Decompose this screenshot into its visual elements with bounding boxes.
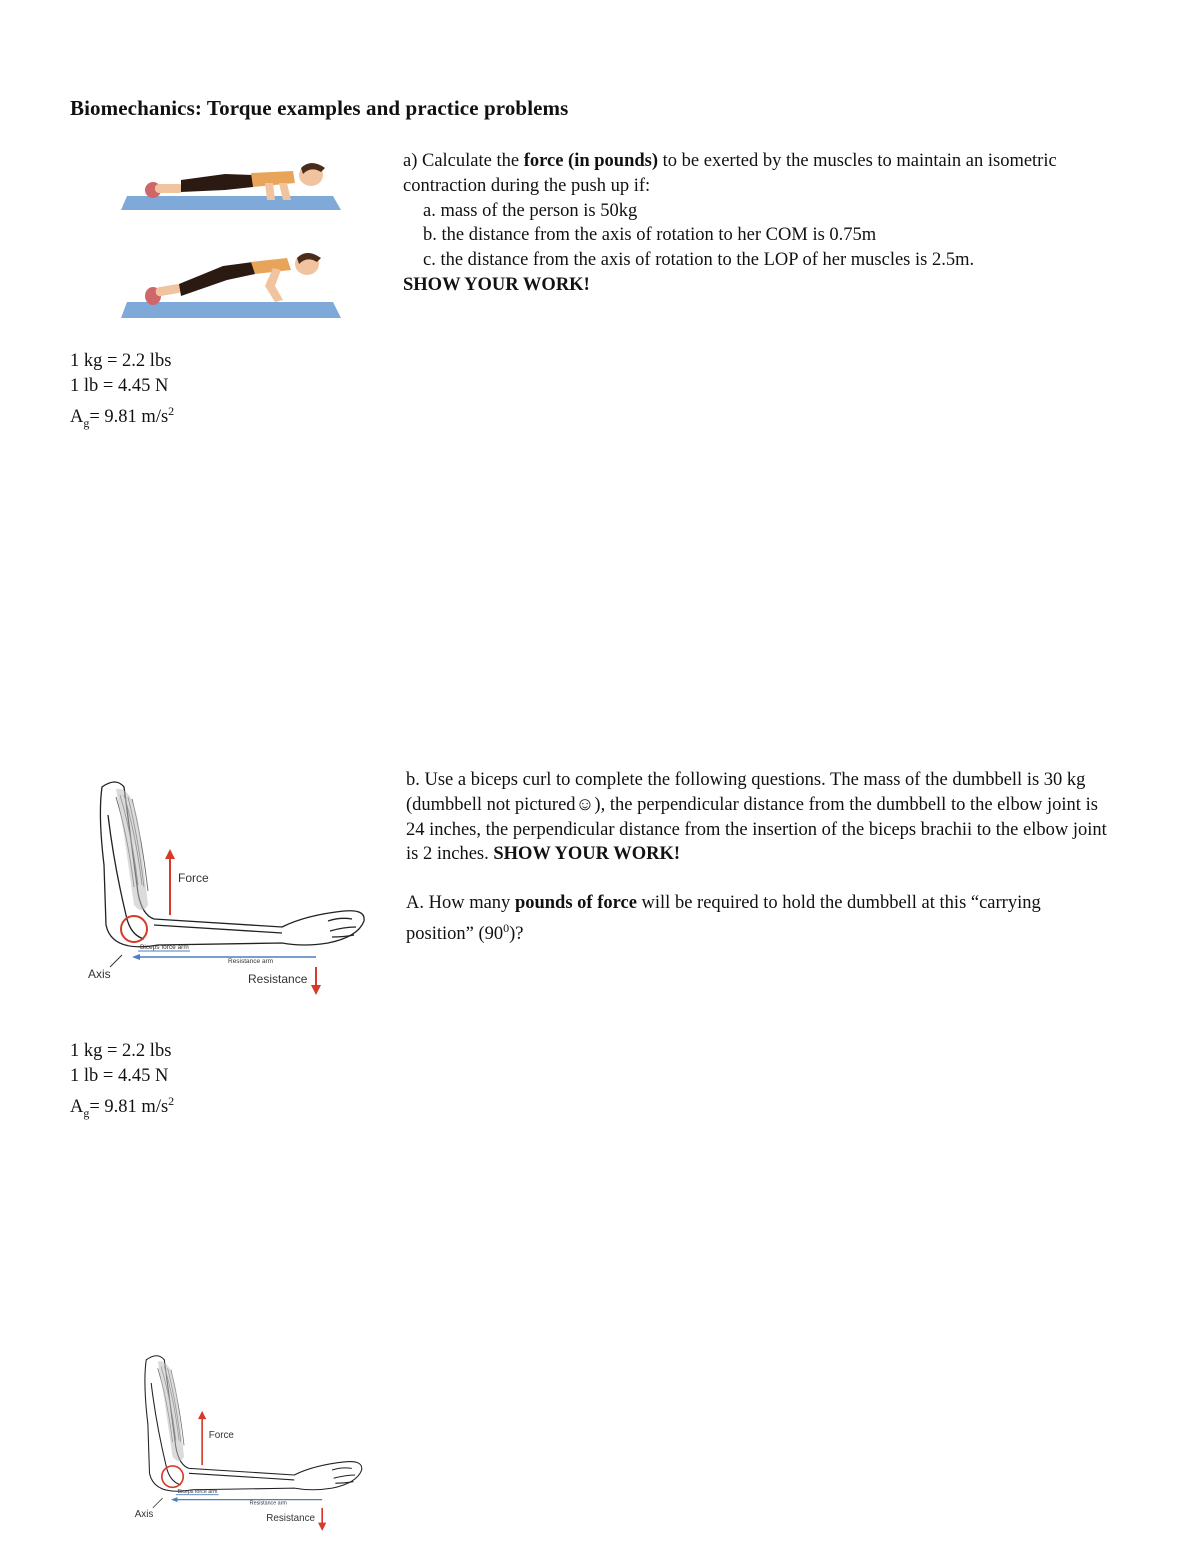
- problem-a: [403, 149, 1103, 298]
- problem-b-question: A. How many pounds of force will be required to hold the dumbbell at this “carrying position” $(90^0)$?: [406, 893, 1041, 945]
- problem-a-item: c. the distance from the axis of rotation to the LOP of her muscles is 2.5m.: [423, 250, 975, 271]
- axis-label: Axis: [88, 967, 111, 981]
- pushup-illustration: [115, 150, 347, 325]
- resistance-arm-label: Resistance arm: [228, 958, 274, 965]
- kg-conversion: 1 kg = 2.2 lbs: [70, 1041, 172, 1061]
- problem-a-intro: a) Calculate the force (in pounds) to be exerted by the muscles to maintain an isometric contraction during the push up if:: [403, 151, 1057, 196]
- pushup-figure: [121, 253, 341, 318]
- problem-b: [406, 768, 1111, 947]
- force-label: Force: [178, 871, 209, 885]
- page-title: Biomechanics: Torque examples and practice problems: [70, 96, 569, 120]
- kg-conversion: 1 kg = 2.2 lbs: [70, 351, 172, 371]
- problem-a-item: a. mass of the person is 50kg: [423, 200, 638, 221]
- resistance-label: Resistance: [266, 1513, 316, 1525]
- plank-figure: [121, 163, 341, 210]
- constants-block: [70, 349, 174, 436]
- constants-block: [70, 1039, 174, 1126]
- gravity-constant: $A_g= 9.81$ $m/s^2$: [70, 404, 175, 430]
- biceps-arm-label: Biceps force arm: [177, 1489, 218, 1496]
- problem-b-intro: b. Use a biceps curl to complete the following questions. The mass of the dumbbell is 30 kg (dumbbell not pictured☺), the perpendicular distance from the dumbbell to the elbow joint is 24 inches, the perpendicular distance from the insertion of the biceps brachii to the elbow joint is 2 inches. SHOW YOUR WORK!: [406, 770, 1107, 865]
- axis-label: Axis: [134, 1508, 154, 1520]
- resistance-label: Resistance: [248, 972, 308, 986]
- lb-conversion: 1 lb = 4.45 N: [70, 376, 169, 396]
- problem-a-item: b. the distance from the axis of rotation to her COM is 0.75m: [423, 225, 877, 246]
- arm-diagram: [118, 1350, 380, 1535]
- lb-conversion: 1 lb = 4.45 N: [70, 1066, 169, 1086]
- show-work-label: SHOW YOUR WORK!: [403, 274, 590, 295]
- biceps-arm-label: Biceps force arm: [140, 944, 189, 951]
- force-label: Force: [208, 1429, 234, 1441]
- gravity-constant: $A_g= 9.81$ $m/s^2$: [70, 1094, 175, 1120]
- resistance-arm-label: Resistance arm: [249, 1500, 287, 1507]
- arm-diagram: [82, 775, 372, 1000]
